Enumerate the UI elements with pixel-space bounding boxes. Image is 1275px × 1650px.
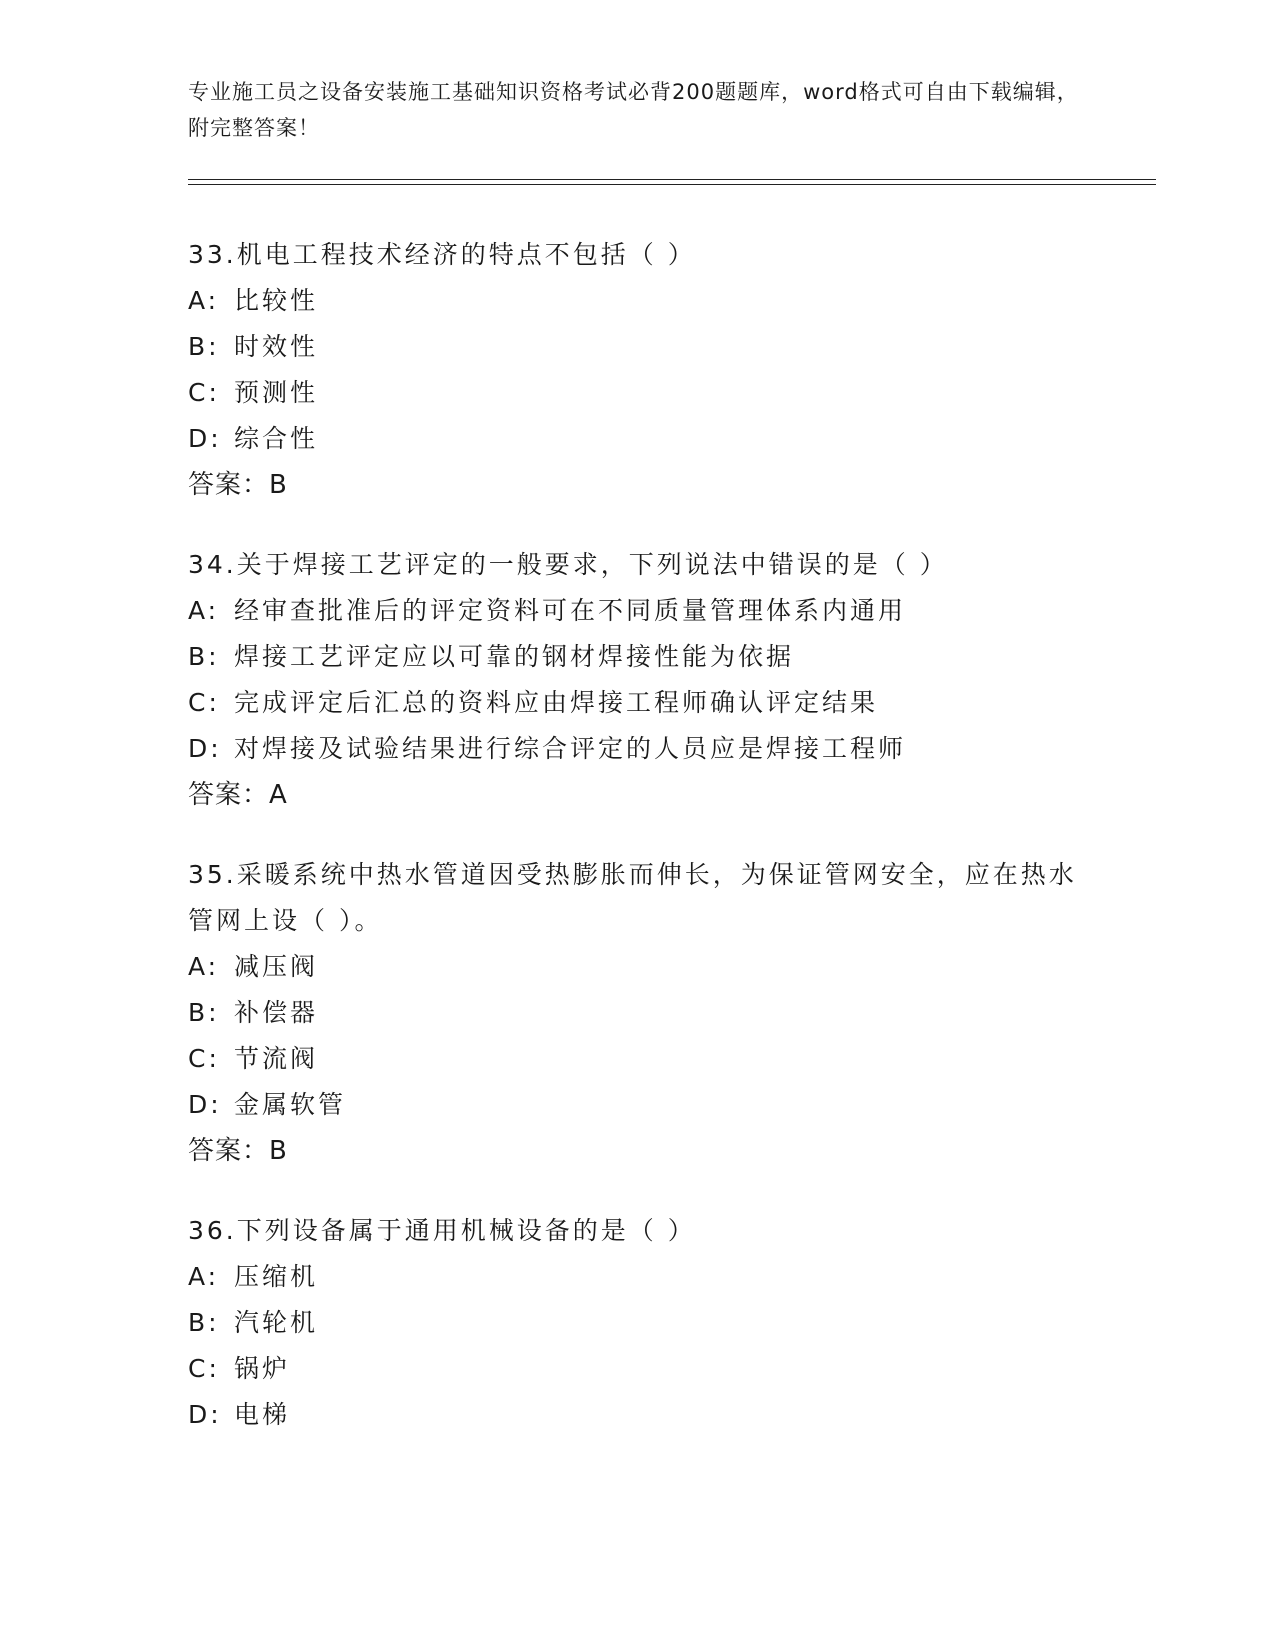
header-divider-bottom [188, 184, 1156, 185]
question-stem: 34.关于焊接工艺评定的一般要求，下列说法中错误的是（ ） [188, 550, 948, 579]
option-c [188, 1346, 1088, 1392]
answer: 答案：B [188, 470, 288, 500]
option-text: 补偿器 [234, 998, 319, 1027]
option-letter: B: [188, 332, 220, 361]
option-text: 焊接工艺评定应以可靠的钢材焊接性能为依据 [234, 642, 795, 671]
option-letter: C: [188, 1044, 220, 1073]
option-d [188, 416, 1088, 462]
option-letter: A: [188, 952, 220, 981]
option-text: 压缩机 [234, 1262, 319, 1291]
option-d [188, 726, 1088, 772]
option-text: 锅炉 [234, 1354, 291, 1383]
question-stem: 35.采暖系统中热水管道因受热膨胀而伸长，为保证管网安全，应在热水管网上设（ ）。 [188, 860, 1077, 935]
option-text: 经审查批准后的评定资料可在不同质量管理体系内通用 [234, 596, 907, 625]
answer: 答案：B [188, 1136, 288, 1166]
option-letter: B: [188, 998, 220, 1027]
question-stem: 33.机电工程技术经济的特点不包括（ ） [188, 240, 696, 269]
option-letter: C: [188, 1354, 220, 1383]
option-b [188, 1300, 1088, 1346]
question-stem: 36.下列设备属于通用机械设备的是（ ） [188, 1216, 696, 1245]
question-34 [188, 542, 1088, 818]
question-33 [188, 232, 1088, 508]
option-text: 对焊接及试验结果进行综合评定的人员应是焊接工程师 [234, 734, 907, 763]
option-b [188, 324, 1088, 370]
option-text: 比较性 [234, 286, 319, 315]
option-a [188, 1254, 1088, 1300]
option-letter: B: [188, 642, 220, 671]
option-letter: D: [188, 424, 222, 453]
question-list [188, 232, 1088, 1472]
option-letter: A: [188, 596, 220, 625]
question-36 [188, 1208, 1088, 1438]
option-text: 时效性 [234, 332, 319, 361]
option-letter: C: [188, 378, 220, 407]
option-letter: D: [188, 734, 222, 763]
option-d [188, 1082, 1088, 1128]
document-header: 专业施工员之设备安装施工基础知识资格考试必背200题题库，word格式可自由下载编辑，附完整答案！ [188, 80, 1079, 140]
option-c [188, 370, 1088, 416]
option-text: 汽轮机 [234, 1308, 319, 1337]
option-text: 综合性 [234, 424, 319, 453]
option-letter: D: [188, 1090, 222, 1119]
option-letter: A: [188, 286, 220, 315]
option-text: 预测性 [234, 378, 319, 407]
option-text: 完成评定后汇总的资料应由焊接工程师确认评定结果 [234, 688, 879, 717]
option-d [188, 1392, 1088, 1438]
option-b [188, 634, 1088, 680]
option-c [188, 1036, 1088, 1082]
option-letter: D: [188, 1400, 222, 1429]
option-b [188, 990, 1088, 1036]
header-divider-top [188, 179, 1156, 180]
option-text: 节流阀 [234, 1044, 319, 1073]
option-c [188, 680, 1088, 726]
question-35 [188, 852, 1088, 1174]
option-letter: A: [188, 1262, 220, 1291]
option-a [188, 944, 1088, 990]
option-text: 减压阀 [234, 952, 319, 981]
option-a [188, 278, 1088, 324]
option-letter: B: [188, 1308, 220, 1337]
answer: 答案：A [188, 780, 288, 810]
option-letter: C: [188, 688, 220, 717]
option-a [188, 588, 1088, 634]
option-text: 金属软管 [234, 1090, 347, 1119]
option-text: 电梯 [234, 1400, 291, 1429]
